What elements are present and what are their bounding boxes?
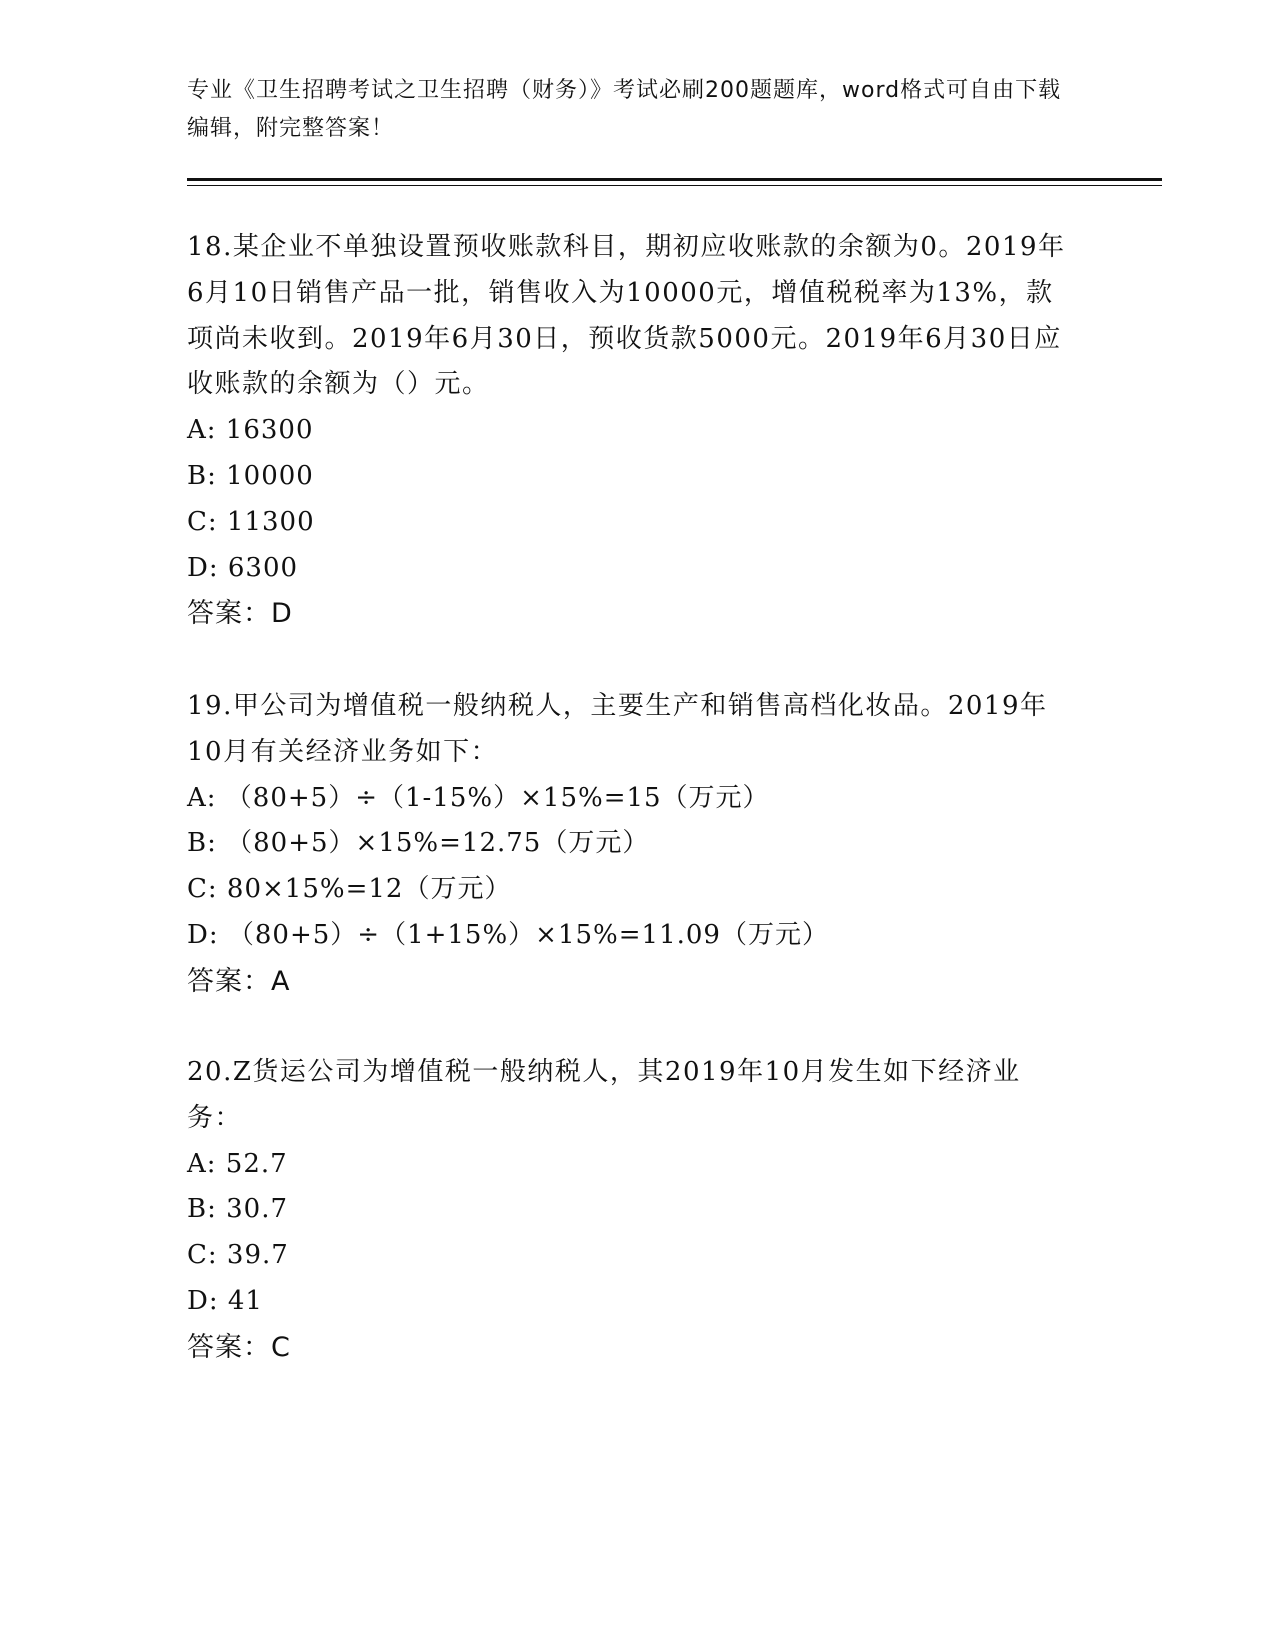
option-a: A: 16300 xyxy=(187,415,314,446)
option-c: C: 39.7 xyxy=(187,1240,289,1271)
answer-line: 答案：C xyxy=(187,1331,291,1363)
option-b: B: 30.7 xyxy=(187,1194,289,1225)
option-c: C: 11300 xyxy=(187,506,315,537)
question-stem: 18.某企业不单独设置预收账款科目，期初应收账款的余额为0。2019年6月10日销售产品一批，销售收入为10000元，增值税税率为13%，款项尚未收到。2019年6月30日，预收货款5000元。2019年6月30日应收账款的余额为（）元。 xyxy=(187,232,1066,400)
question-18 xyxy=(187,225,1087,637)
answer-line: 答案：D xyxy=(187,598,293,630)
option-c: C: 80×15%=12（万元） xyxy=(187,874,512,905)
answer-line: 答案：A xyxy=(187,965,291,997)
question-stem: 20.Z货运公司为增值税一般纳税人，其2019年10月发生如下经济业务： xyxy=(187,1057,1021,1133)
document-header: 专业《卫生招聘考试之卫生招聘（财务）》考试必刷200题题库，word格式可自由下载编辑，附完整答案！ xyxy=(187,78,1062,141)
option-d: D: （80+5）÷（1+15%）×15%=11.09（万元） xyxy=(187,919,829,950)
option-b: B: （80+5）×15%=12.75（万元） xyxy=(187,828,650,859)
header-divider-thin xyxy=(187,185,1162,186)
header-divider-thick xyxy=(187,178,1162,181)
question-20 xyxy=(187,1050,1087,1371)
option-d: D: 6300 xyxy=(187,552,299,583)
option-b: B: 10000 xyxy=(187,460,314,491)
option-d: D: 41 xyxy=(187,1285,263,1316)
option-a: A: 52.7 xyxy=(187,1148,288,1179)
question-stem: 19.甲公司为增值税一般纳税人，主要生产和销售高档化妆品。2019年10月有关经济业务如下： xyxy=(187,691,1048,767)
option-a: A: （80+5）÷（1-15%）×15%=15（万元） xyxy=(187,782,770,813)
question-19 xyxy=(187,684,1087,1005)
